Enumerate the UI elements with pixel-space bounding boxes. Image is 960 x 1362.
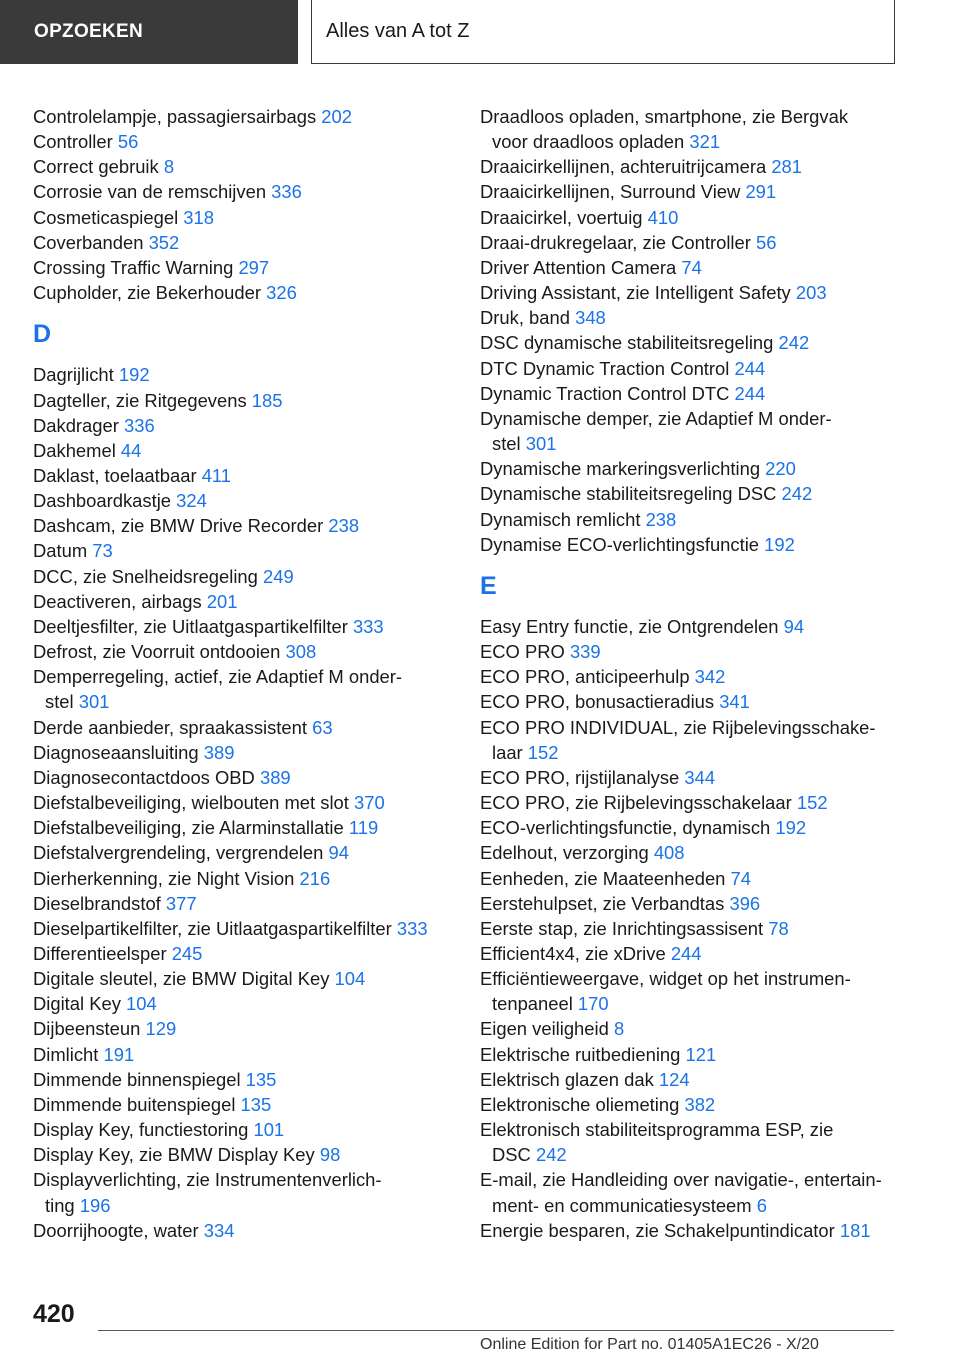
entry-term: Edelhout, verzorging bbox=[480, 842, 649, 864]
entry-term: Controller bbox=[33, 131, 113, 153]
index-entry bbox=[33, 614, 453, 639]
index-entry bbox=[480, 381, 930, 406]
page-link[interactable]: 135 bbox=[245, 1068, 277, 1090]
index-entry bbox=[33, 564, 453, 589]
entry-term: Dashcam, zie BMW Drive Recorder bbox=[33, 515, 324, 537]
section-letter-e: E bbox=[480, 571, 497, 600]
page-link[interactable]: 308 bbox=[285, 641, 317, 663]
page-link[interactable]: 244 bbox=[734, 382, 766, 404]
page-link[interactable]: 281 bbox=[771, 156, 802, 178]
index-entry bbox=[33, 966, 453, 991]
index-column-right bbox=[480, 104, 930, 1243]
entry-term: Dakhemel bbox=[33, 439, 116, 461]
entry-term: Dieselpartikelfilter, zie Uitlaatgaspartikelfilter bbox=[33, 917, 392, 939]
index-entry bbox=[480, 1167, 930, 1217]
index-entry bbox=[33, 589, 453, 614]
page-link[interactable]: 389 bbox=[259, 766, 291, 788]
index-entry bbox=[480, 664, 930, 689]
index-entry bbox=[33, 488, 453, 513]
entry-term: DSC bbox=[492, 1144, 531, 1166]
page-link[interactable]: 94 bbox=[783, 615, 805, 637]
index-entry bbox=[33, 538, 453, 563]
page-link[interactable]: 377 bbox=[165, 892, 197, 914]
page-link[interactable]: 56 bbox=[756, 231, 777, 253]
entry-term: Diagnoseaansluiting bbox=[33, 741, 199, 763]
index-entry bbox=[33, 891, 453, 916]
entry-term: Dynamische demper, zie Adaptief M onder- bbox=[480, 407, 832, 429]
index-entry bbox=[33, 1142, 453, 1167]
entry-term: Dimmende binnenspiegel bbox=[33, 1068, 241, 1090]
index-entry bbox=[33, 280, 453, 305]
page-link[interactable]: 244 bbox=[734, 357, 766, 379]
page-link[interactable]: 104 bbox=[126, 993, 157, 1015]
index-entry bbox=[33, 639, 453, 664]
page-link[interactable]: 56 bbox=[117, 131, 139, 153]
index-entry bbox=[33, 840, 453, 865]
entry-term: Dijbeensteun bbox=[33, 1018, 141, 1040]
index-entry bbox=[480, 305, 930, 330]
entry-term: ECO PRO, zie Rijbelevingsschakelaar bbox=[480, 792, 792, 814]
entry-term: ECO PRO, anticipeerhulp bbox=[480, 666, 690, 688]
page-link[interactable]: 216 bbox=[299, 867, 331, 889]
index-entry bbox=[33, 230, 453, 255]
entry-term: ECO PRO INDIVIDUAL, zie Rijbelevingsschake- bbox=[480, 716, 876, 738]
entry-term: Dynamische markeringsverlichting bbox=[480, 458, 761, 480]
page-link[interactable]: 411 bbox=[201, 465, 232, 487]
index-entry bbox=[33, 438, 453, 463]
page-link[interactable]: 202 bbox=[321, 106, 352, 127]
index-entry bbox=[480, 614, 930, 639]
entry-term: Druk, band bbox=[480, 307, 570, 329]
index-entry bbox=[33, 790, 453, 815]
entry-term: E-mail, zie Handleiding over navigatie-, entertain- bbox=[480, 1169, 882, 1191]
index-entry bbox=[33, 205, 453, 230]
page-link[interactable]: 336 bbox=[271, 181, 302, 203]
entry-term: Elektrische ruitbediening bbox=[480, 1043, 681, 1065]
page-link[interactable]: 410 bbox=[647, 206, 679, 228]
entry-term: DSC dynamische stabiliteitsregeling bbox=[480, 332, 774, 354]
entry-term: Crossing Traffic Warning bbox=[33, 256, 234, 278]
index-entry bbox=[33, 154, 453, 179]
entry-term: Datum bbox=[33, 540, 88, 562]
index-entry bbox=[33, 916, 453, 941]
entry-term: Eerstehulpset, zie Verbandtas bbox=[480, 892, 725, 914]
index-entry bbox=[33, 715, 453, 740]
index-entry bbox=[480, 840, 930, 865]
index-entry bbox=[480, 765, 930, 790]
entry-term: Dynamische stabiliteitsregeling DSC bbox=[480, 483, 777, 505]
entry-term: Dagrijlicht bbox=[33, 364, 114, 386]
entry-term: ECO PRO, rijstijlanalyse bbox=[480, 766, 680, 788]
page-link[interactable]: 333 bbox=[352, 615, 384, 637]
entry-term: Draai-drukregelaar, zie Controller bbox=[480, 231, 751, 253]
entry-term: Deeltjesfilter, zie Uitlaatgaspartikelfilter bbox=[33, 615, 348, 637]
index-entry bbox=[33, 513, 453, 538]
page-link[interactable]: 318 bbox=[183, 206, 214, 228]
entry-term: DCC, zie Snelheidsregeling bbox=[33, 565, 258, 587]
entry-term: ting bbox=[45, 1194, 75, 1216]
entry-term: Dimmende buitenspiegel bbox=[33, 1093, 236, 1115]
entry-term: Doorrijhoogte, water bbox=[33, 1219, 199, 1241]
entry-term: Deactiveren, airbags bbox=[33, 590, 202, 612]
index-entry bbox=[480, 1092, 930, 1117]
entry-term: Dakdrager bbox=[33, 414, 119, 436]
page-link[interactable]: 185 bbox=[251, 389, 283, 411]
page-link[interactable]: 181 bbox=[839, 1219, 871, 1241]
page-link[interactable]: 98 bbox=[319, 1144, 341, 1166]
page-link[interactable]: 339 bbox=[569, 641, 601, 663]
entry-term: stel bbox=[45, 691, 74, 713]
page-link[interactable]: 245 bbox=[171, 942, 203, 964]
entry-term: Digitale sleutel, zie BMW Digital Key bbox=[33, 968, 330, 990]
page-link[interactable]: 301 bbox=[78, 691, 110, 713]
page-link[interactable]: 73 bbox=[92, 540, 113, 562]
index-entry bbox=[480, 1117, 930, 1167]
page-link[interactable]: 63 bbox=[312, 716, 333, 738]
page-link[interactable]: 389 bbox=[203, 741, 235, 763]
index-entry bbox=[480, 280, 930, 305]
page-link[interactable]: 334 bbox=[203, 1219, 235, 1241]
entry-term: Dierherkenning, zie Night Vision bbox=[33, 867, 295, 889]
entry-term: Eerste stap, zie Inrichtingsassisent bbox=[480, 917, 764, 939]
index-entry bbox=[33, 1092, 453, 1117]
entry-term: Controlelampje, passagiersairbags bbox=[33, 106, 317, 127]
page-link[interactable]: 297 bbox=[238, 256, 270, 278]
index-entry bbox=[33, 179, 453, 204]
entry-term: Easy Entry functie, zie Ontgrendelen bbox=[480, 615, 779, 637]
index-entry bbox=[33, 362, 453, 387]
index-entry bbox=[33, 1218, 453, 1243]
page-link[interactable]: 238 bbox=[328, 515, 360, 537]
index-entry bbox=[33, 129, 453, 154]
index-entry bbox=[33, 866, 453, 891]
entry-term: Diagnosecontactdoos OBD bbox=[33, 766, 255, 788]
index-entry bbox=[33, 740, 453, 765]
index-entry bbox=[33, 991, 453, 1016]
page-link[interactable]: 8 bbox=[613, 1018, 625, 1040]
entry-term: Digital Key bbox=[33, 993, 121, 1015]
entry-term: Energie besparen, zie Schakelpuntindicator bbox=[480, 1219, 835, 1241]
page-header bbox=[0, 0, 960, 66]
page-link[interactable]: 6 bbox=[756, 1194, 767, 1216]
index-entry bbox=[33, 941, 453, 966]
entry-term: Display Key, functiestoring bbox=[33, 1119, 249, 1141]
index-entry bbox=[480, 790, 930, 815]
index-entry bbox=[480, 179, 930, 204]
page-link[interactable]: 242 bbox=[535, 1144, 567, 1166]
entry-term: ECO PRO bbox=[480, 641, 565, 663]
index-entry bbox=[480, 941, 930, 966]
entry-term: Dynamic Traction Control DTC bbox=[480, 382, 730, 404]
index-entry bbox=[33, 664, 453, 714]
page-link[interactable]: 341 bbox=[719, 691, 750, 713]
page-link[interactable]: 333 bbox=[396, 917, 428, 939]
page-link[interactable]: 326 bbox=[266, 282, 297, 304]
index-entry bbox=[480, 689, 930, 714]
page-link[interactable]: 104 bbox=[334, 968, 366, 990]
page-link[interactable]: 121 bbox=[685, 1043, 717, 1065]
index-entry bbox=[480, 154, 930, 179]
entry-term: Cupholder, zie Bekerhouder bbox=[33, 282, 261, 304]
index-entry bbox=[33, 255, 453, 280]
page-link[interactable]: 396 bbox=[729, 892, 761, 914]
index-entry bbox=[33, 388, 453, 413]
page-link[interactable]: 201 bbox=[206, 590, 238, 612]
entry-term: ECO PRO, bonusactieradius bbox=[480, 691, 715, 713]
page-link[interactable]: 191 bbox=[103, 1043, 135, 1065]
index-entry bbox=[480, 255, 930, 280]
page-link[interactable]: 78 bbox=[768, 917, 789, 939]
index-entry bbox=[480, 815, 930, 840]
page-link[interactable]: 382 bbox=[684, 1093, 716, 1115]
page-link[interactable]: 291 bbox=[745, 181, 777, 203]
entry-term: Elektronisch stabiliteitsprogramma ESP, zie bbox=[480, 1119, 834, 1141]
index-entry bbox=[480, 230, 930, 255]
page-link[interactable]: 336 bbox=[124, 414, 155, 436]
index-entry bbox=[480, 356, 930, 381]
edition-note: Online Edition for Part no. 01405A1EC26 - X/20 bbox=[480, 1336, 819, 1353]
entry-term: Draaicirkellijnen, achteruitrijcamera bbox=[480, 156, 767, 178]
index-entry bbox=[33, 1067, 453, 1092]
index-entry bbox=[480, 866, 930, 891]
index-entry bbox=[480, 456, 930, 481]
entry-term: Efficient4x4, zie xDrive bbox=[480, 942, 666, 964]
entry-term: ECO-verlichtingsfunctie, dynamisch bbox=[480, 817, 771, 839]
index-entry bbox=[480, 966, 930, 1016]
entry-term: Efficiëntieweergave, widget op het instrumen- bbox=[480, 968, 851, 990]
page-link[interactable]: 44 bbox=[120, 439, 142, 461]
entry-term: Corrosie van de remschijven bbox=[33, 181, 267, 203]
page-link[interactable]: 124 bbox=[658, 1068, 690, 1090]
page-link[interactable]: 203 bbox=[795, 282, 827, 304]
entry-term: Driving Assistant, zie Intelligent Safety bbox=[480, 282, 791, 304]
page-link[interactable]: 196 bbox=[79, 1194, 111, 1216]
page-link[interactable]: 370 bbox=[354, 792, 385, 814]
entry-term: Diefstalbeveiliging, wielbouten met slot bbox=[33, 792, 349, 814]
entry-term: DTC Dynamic Traction Control bbox=[480, 357, 730, 379]
entry-term: tenpaneel bbox=[492, 993, 573, 1015]
entry-term: Displayverlichting, zie Instrumentenverlich- bbox=[33, 1169, 382, 1191]
entry-term: ment- en communicatiesysteem bbox=[492, 1194, 752, 1216]
index-entry bbox=[33, 413, 453, 438]
index-entry bbox=[33, 1117, 453, 1142]
index-entry bbox=[33, 1167, 453, 1217]
page-link[interactable]: 242 bbox=[778, 332, 810, 354]
index-entry bbox=[480, 330, 930, 355]
index-entry bbox=[480, 532, 930, 557]
page-link[interactable]: 242 bbox=[781, 483, 813, 505]
entry-term: Draadloos opladen, smartphone, zie Bergvak bbox=[480, 106, 849, 127]
index-entry bbox=[480, 916, 930, 941]
index-entry bbox=[480, 507, 930, 532]
page-link[interactable]: 135 bbox=[240, 1093, 272, 1115]
entry-term: Draaicirkellijnen, Surround View bbox=[480, 181, 741, 203]
page-link[interactable]: 101 bbox=[253, 1119, 285, 1141]
index-entry bbox=[33, 104, 453, 129]
index-entry bbox=[480, 1016, 930, 1041]
entry-term: Dagteller, zie Ritgegevens bbox=[33, 389, 247, 411]
index-entry bbox=[33, 765, 453, 790]
section-tab: OPZOEKEN bbox=[0, 0, 298, 64]
page-link[interactable]: 220 bbox=[765, 458, 796, 480]
page-link[interactable]: 8 bbox=[163, 156, 175, 178]
page-link[interactable]: 192 bbox=[118, 364, 150, 386]
index-entry bbox=[33, 1042, 453, 1067]
footer-divider bbox=[98, 1330, 894, 1331]
index-entry bbox=[480, 1067, 930, 1092]
page-link[interactable]: 301 bbox=[525, 433, 557, 455]
entry-term: Coverbanden bbox=[33, 231, 144, 253]
page-link[interactable]: 192 bbox=[764, 533, 795, 555]
entry-term: Daklast, toelaatbaar bbox=[33, 465, 197, 487]
page-link[interactable]: 119 bbox=[348, 817, 379, 839]
page-link[interactable]: 74 bbox=[730, 867, 752, 889]
index-entry bbox=[480, 205, 930, 230]
index-entry bbox=[33, 815, 453, 840]
entry-term: Derde aanbieder, spraakassistent bbox=[33, 716, 307, 738]
index-column-left bbox=[33, 104, 453, 1243]
page-link[interactable]: 408 bbox=[653, 842, 685, 864]
index-entry bbox=[480, 406, 930, 456]
entry-term: Correct gebruik bbox=[33, 156, 159, 178]
page-link[interactable]: 74 bbox=[681, 256, 702, 278]
page-link[interactable]: 152 bbox=[527, 741, 559, 763]
index-entry bbox=[480, 1042, 930, 1067]
entry-term: Cosmeticaspiegel bbox=[33, 206, 179, 228]
entry-term: Differentieelsper bbox=[33, 942, 167, 964]
entry-term: Diefstalbeveiliging, zie Alarminstallatie bbox=[33, 817, 344, 839]
page-link[interactable]: 344 bbox=[684, 766, 716, 788]
entry-term: voor draadloos opladen bbox=[492, 131, 685, 153]
chapter-title: Alles van A tot Z bbox=[311, 0, 895, 64]
page-link[interactable]: 94 bbox=[328, 842, 349, 864]
page-link[interactable]: 348 bbox=[575, 307, 606, 329]
entry-term: Elektronische oliemeting bbox=[480, 1093, 680, 1115]
page-link[interactable]: 238 bbox=[645, 508, 677, 530]
entry-term: Defrost, zie Voorruit ontdooien bbox=[33, 641, 281, 663]
entry-term: Diefstalvergrendeling, vergrendelen bbox=[33, 842, 324, 864]
entry-term: laar bbox=[492, 741, 523, 763]
entry-term: Draaicirkel, voertuig bbox=[480, 206, 643, 228]
index-entry bbox=[480, 715, 930, 765]
index-entry bbox=[33, 463, 453, 488]
index-entry bbox=[480, 104, 930, 154]
entry-term: Eigen veiligheid bbox=[480, 1018, 609, 1040]
page-link[interactable]: 152 bbox=[796, 792, 828, 814]
page-link[interactable]: 324 bbox=[176, 490, 207, 512]
index-entry bbox=[480, 1218, 930, 1243]
entry-term: Elektrisch glazen dak bbox=[480, 1068, 654, 1090]
page-link[interactable]: 342 bbox=[694, 666, 726, 688]
index-entry bbox=[480, 481, 930, 506]
entry-term: stel bbox=[492, 433, 521, 455]
page-link[interactable]: 244 bbox=[670, 942, 702, 964]
entry-term: Dashboardkastje bbox=[33, 490, 172, 512]
page-link[interactable]: 192 bbox=[775, 817, 807, 839]
index-entry bbox=[33, 1016, 453, 1041]
entry-term: Driver Attention Camera bbox=[480, 256, 677, 278]
page-number: 420 bbox=[33, 1300, 75, 1328]
entry-term: Eenheden, zie Maateenheden bbox=[480, 867, 726, 889]
entry-term: Display Key, zie BMW Display Key bbox=[33, 1144, 315, 1166]
page-link[interactable]: 321 bbox=[689, 131, 721, 153]
entry-term: Dynamisch remlicht bbox=[480, 508, 641, 530]
entry-term: Dynamise ECO-verlichtingsfunctie bbox=[480, 533, 760, 555]
entry-term: Demperregeling, actief, zie Adaptief M onder- bbox=[33, 666, 403, 688]
page-link[interactable]: 352 bbox=[148, 231, 180, 253]
section-letter-d: D bbox=[33, 320, 52, 349]
index-entry bbox=[480, 891, 930, 916]
entry-term: Dieselbrandstof bbox=[33, 892, 161, 914]
page-link[interactable]: 129 bbox=[145, 1018, 177, 1040]
page-link[interactable]: 170 bbox=[577, 993, 609, 1015]
entry-term: Dimlicht bbox=[33, 1043, 99, 1065]
index-entry bbox=[480, 639, 930, 664]
page-link[interactable]: 249 bbox=[263, 565, 294, 587]
